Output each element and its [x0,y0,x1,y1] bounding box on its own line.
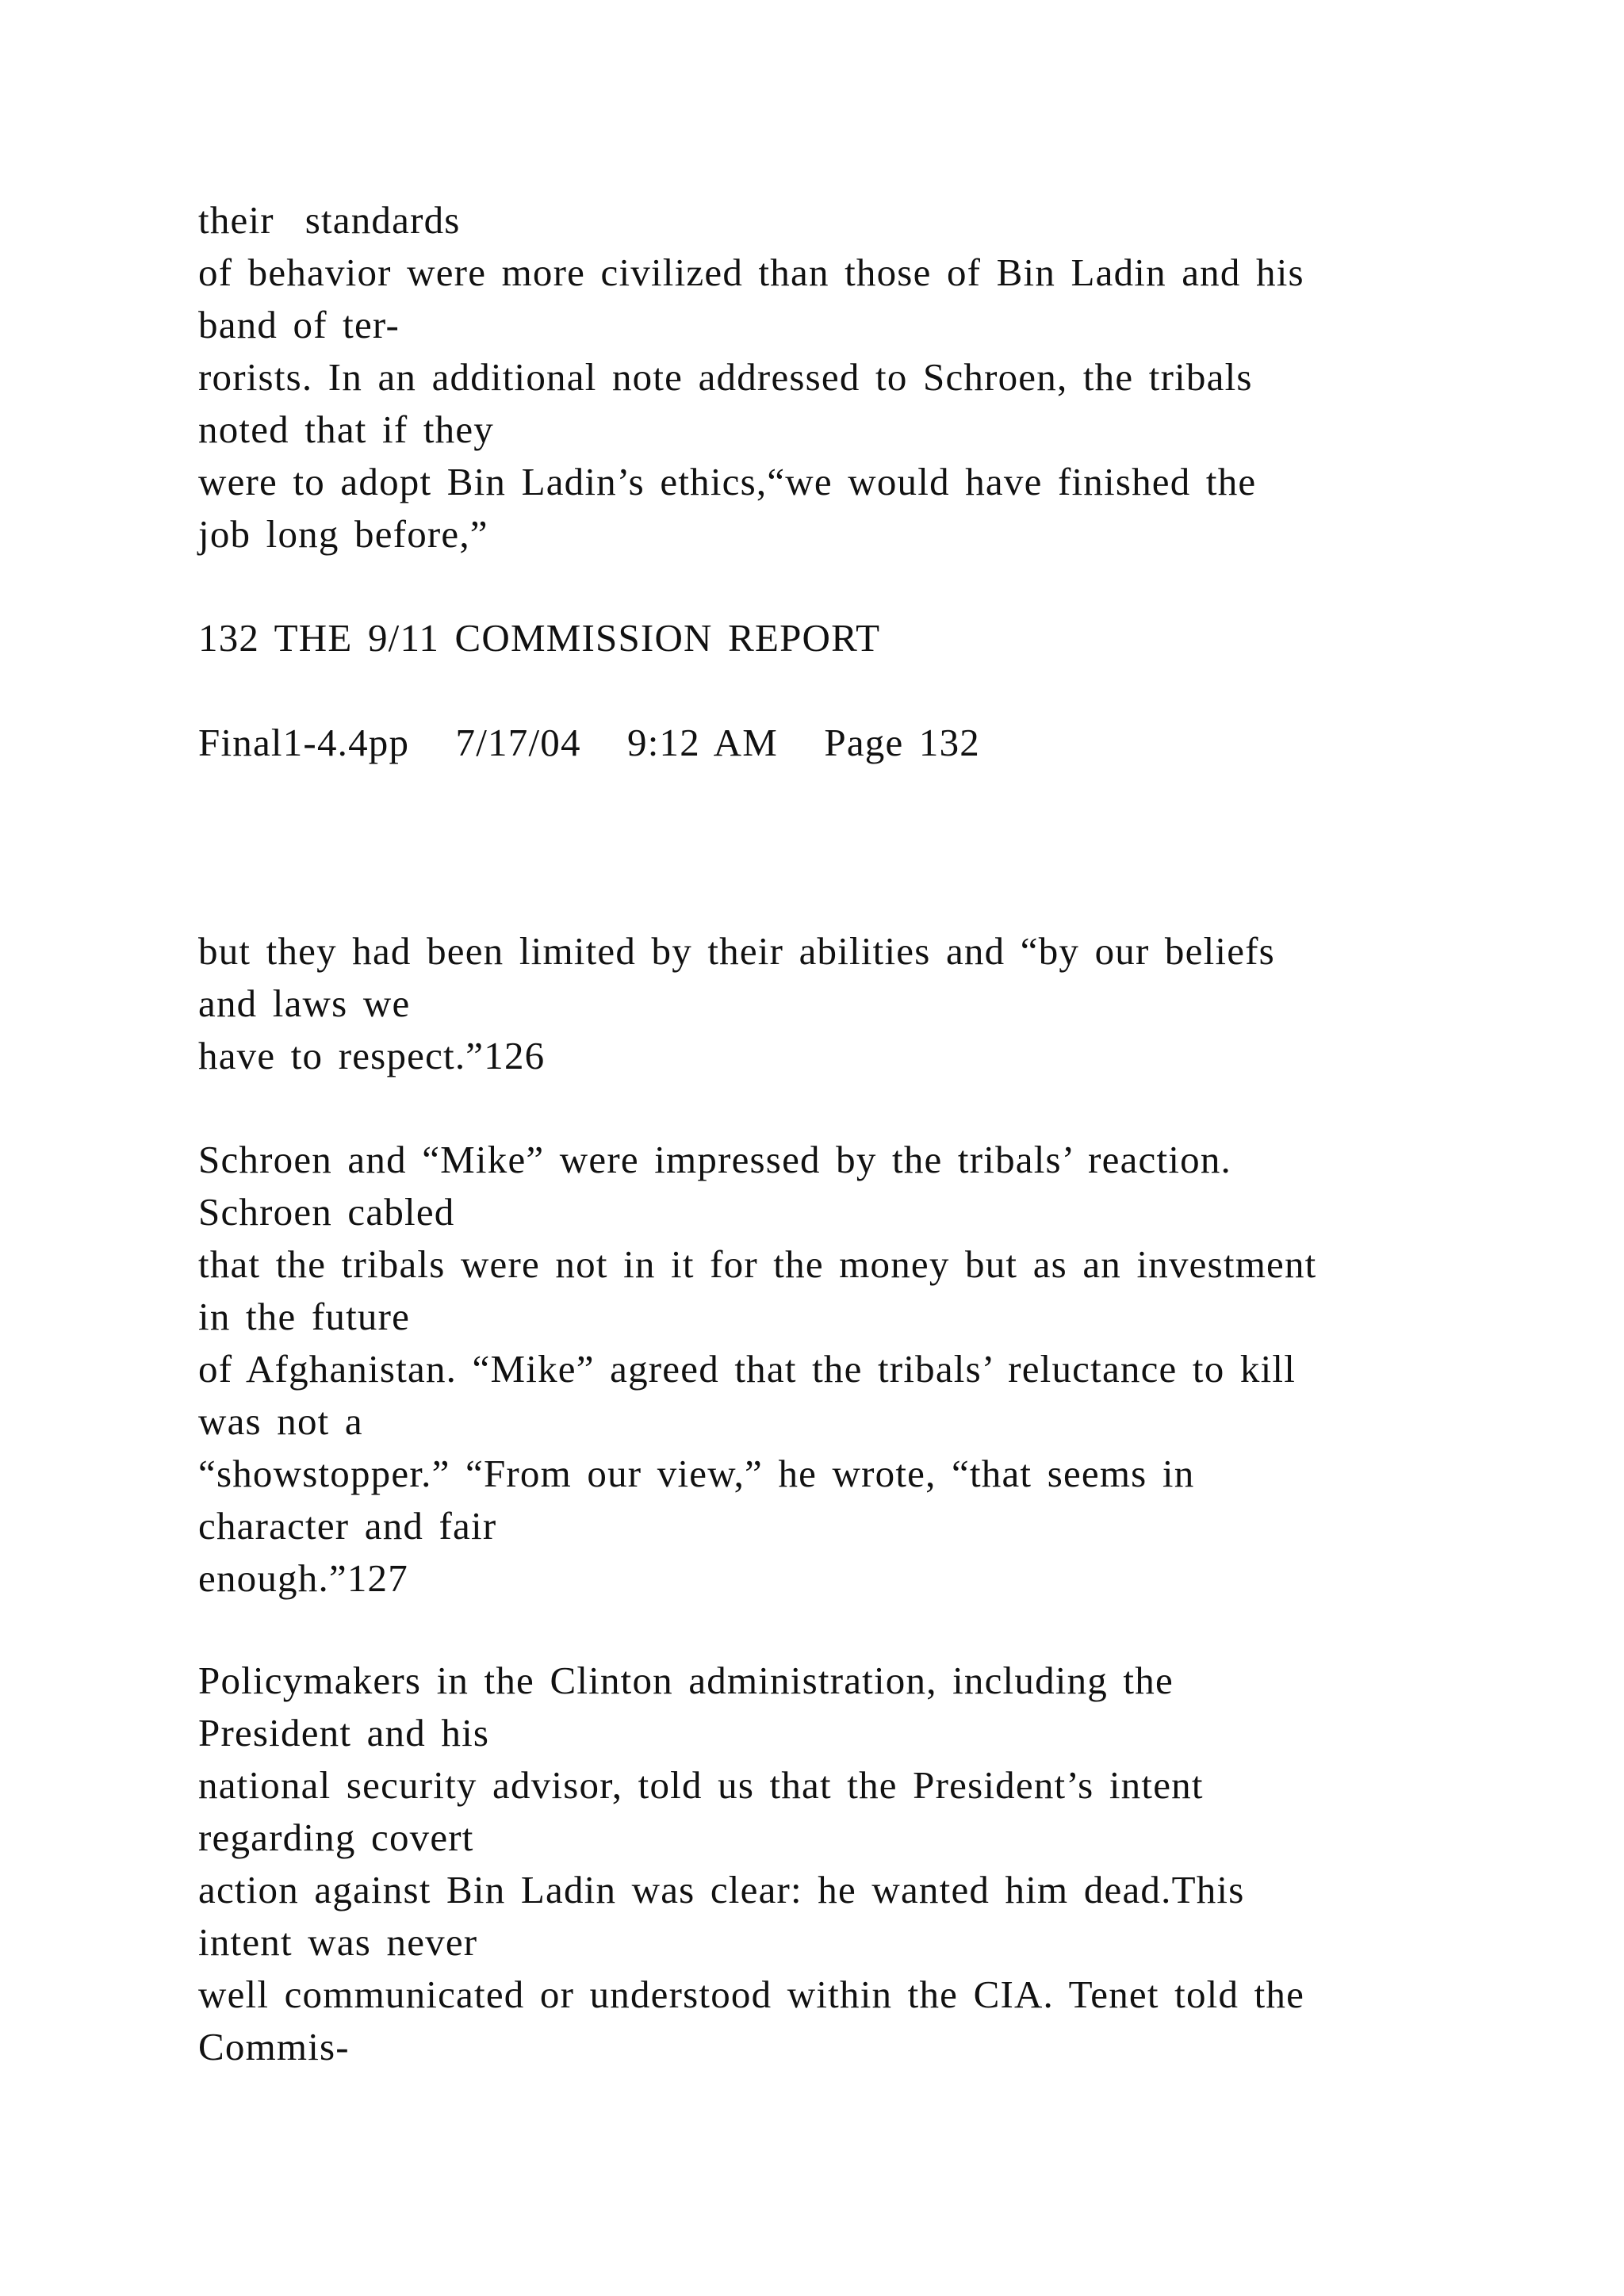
text-line: action against Bin Ladin was clear: he wanted him dead.This [198,1868,1245,1911]
text-line: Schroen cabled [198,1190,455,1234]
paragraph-beliefs-and-laws [198,925,1499,1082]
text-line: job long before,” [198,512,488,556]
text-line: that the tribals were not in it for the money but as an investment [198,1242,1317,1286]
text-line: regarding covert [198,1816,474,1859]
text-line: in the future [198,1295,411,1338]
text-line: 132 THE 9/11 COMMISSION REPORT [198,616,881,660]
text-line: character and fair [198,1504,497,1548]
paragraph-tribal-standards [198,194,1499,561]
text-line: band of ter- [198,303,400,346]
print-slug-line [198,717,1499,769]
text-line: President and his [198,1711,490,1755]
text-line: national security advisor, told us that the President’s intent [198,1763,1204,1807]
text-line: intent was never [198,1920,478,1964]
text-line: their standards [198,198,461,242]
text-line: Policymakers in the Clinton administration, including the [198,1659,1174,1702]
text-line: enough.”127 [198,1556,408,1600]
paragraph-schroen-and-mike [198,1134,1499,1605]
paragraph-policymakers [198,1655,1499,2073]
text-line: were to adopt Bin Ladin’s ethics,“we would have finished the [198,460,1257,503]
text-line: and laws we [198,982,411,1025]
text-line: was not a [198,1399,363,1443]
text-line: noted that if they [198,408,494,451]
text-line: well communicated or understood within the CIA. Tenet told the [198,1973,1305,2016]
text-line: “showstopper.” “From our view,” he wrote, “that seems in [198,1452,1195,1495]
text-line: of Afghanistan. “Mike” agreed that the tribals’ reluctance to kill [198,1347,1297,1391]
running-header [198,612,1499,664]
text-line: Schroen and “Mike” were impressed by the tribals’ reaction. [198,1138,1231,1181]
text-line: of behavior were more civilized than those of Bin Ladin and his [198,251,1304,294]
text-line: rorists. In an additional note addressed to Schroen, the tribals [198,355,1253,399]
text-line: have to respect.”126 [198,1034,546,1077]
text-line: Final1-4.4pp 7/17/04 9:12 AM Page 132 [198,721,980,764]
text-line: but they had been limited by their abilities and “by our beliefs [198,929,1275,973]
text-line: Commis- [198,2025,350,2068]
